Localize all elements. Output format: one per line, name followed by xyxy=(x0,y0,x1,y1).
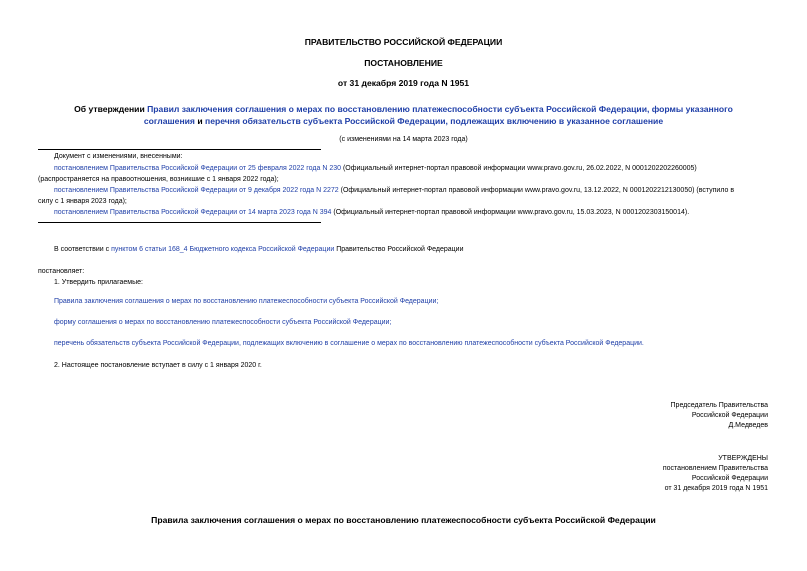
obligations-list-link[interactable]: перечня обязательств субъекта Российской Федерации, подлежащих включению в указанное соглашение xyxy=(205,116,664,126)
legal-basis: В соответствии с пунктом 6 статьи 168_4 Бюджетного кодекса Российской Федерации Правительство Российской Федерации xyxy=(54,246,464,253)
changes-intro: Документ с изменениями, внесенными: xyxy=(54,153,183,160)
change-item-1: постановлением Правительства Российской Федерации от 25 февраля 2022 года N 230 (Официальный интернет-портал правовой информации www.pravo.gov.ru, 26.02.2022, N 0001202202260005) (распространяется на правоотношения, возникшие с 1 января 2022 года); xyxy=(38,165,697,183)
approved-list-link[interactable]: перечень обязательств субъекта Российской Федерации, подлежащих включению в соглашение о мерах по восстановлению платежеспособности субъекта Российской Федерации. xyxy=(54,340,644,347)
change-link-3[interactable]: постановлением Правительства Российской Федерации от 14 марта 2023 года N 394 xyxy=(54,209,332,216)
rules-link[interactable]: Правил заключения соглашения о мерах по восстановлению платежеспособности субъекта Российской Федерации, формы указанного xyxy=(147,104,733,114)
title-prefix: Об утверждении xyxy=(74,104,148,114)
divider-bottom xyxy=(38,222,321,223)
document-title-line1 xyxy=(0,104,807,114)
change-link-2[interactable]: постановлением Правительства Российской Федерации от 9 декабря 2022 года N 2272 xyxy=(54,187,339,194)
title-mid: и xyxy=(194,116,206,126)
form-link[interactable]: соглашения xyxy=(143,116,195,126)
approved-form-link[interactable]: форму соглашения о мерах по восстановлению платежеспособности субъекта Российской Федерации; xyxy=(54,319,392,326)
budget-code-link[interactable]: пунктом 6 статьи 168_4 Бюджетного кодекса Российской Федерации xyxy=(111,246,335,253)
rules-title: Правила заключения соглашения о мерах по восстановлению платежеспособности субъекта Российской Федерации xyxy=(151,515,656,525)
change-link-1[interactable]: постановлением Правительства Российской Федерации от 25 февраля 2022 года N 230 xyxy=(54,165,341,172)
change-item-3: постановлением Правительства Российской Федерации от 14 марта 2023 года N 394 (Официальный интернет-портал правовой информации www.pravo.gov.ru, 15.03.2023, N 0001202303150014). xyxy=(54,209,690,216)
approved-rules-link[interactable]: Правила заключения соглашения о мерах по восстановлению платежеспособности субъекта Российской Федерации; xyxy=(54,298,439,305)
approved-block: УТВЕРЖДЕНЫ постановлением Правительства Российской Федерации от 31 декабря 2019 года N 1951 xyxy=(662,455,768,492)
decides-label: постановляет: xyxy=(38,268,85,275)
change-item-2: постановлением Правительства Российской Федерации от 9 декабря 2022 года N 2272 (Официальный интернет-портал правовой информации www.pravo.gov.ru, 13.12.2022, N 0001202212130050) (вступило в силу с 1 января 2023 года); xyxy=(38,187,735,205)
doc-type-heading: ПОСТАНОВЛЕНИЕ xyxy=(364,58,443,68)
amendments-note: (с изменениями на 14 марта 2023 года) xyxy=(339,136,468,143)
date-number: от 31 декабря 2019 года N 1951 xyxy=(337,78,470,88)
government-heading: ПРАВИТЕЛЬСТВО РОССИЙСКОЙ ФЕДЕРАЦИИ xyxy=(304,37,503,47)
item-2: 2. Настоящее постановление вступает в силу с 1 января 2020 г. xyxy=(54,362,262,369)
item-1: 1. Утвердить прилагаемые: xyxy=(54,279,143,286)
signature-block: Председатель Правительства Российской Федерации Д.Медведев xyxy=(670,402,768,429)
document-title-line2 xyxy=(0,116,807,126)
divider-top xyxy=(38,149,321,150)
